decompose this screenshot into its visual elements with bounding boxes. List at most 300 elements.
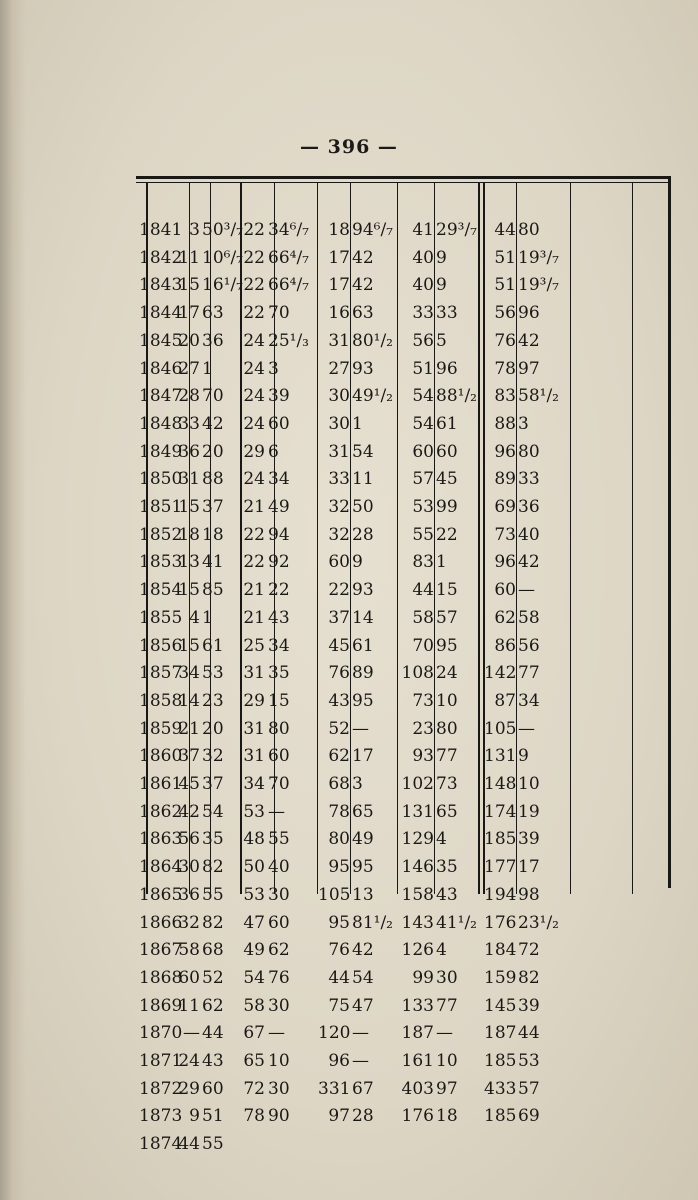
value-cell: 176 <box>484 912 517 933</box>
value-cell: 93 <box>412 746 434 767</box>
value-cell: 80 <box>436 718 458 739</box>
value-cell: 19 <box>518 801 540 822</box>
value-cell: 174 <box>484 801 517 822</box>
year-cell: 1871 <box>139 1051 183 1071</box>
value-cell <box>484 1130 516 1158</box>
value-cell: 45 <box>178 774 200 794</box>
value-cell: 22 <box>243 275 265 296</box>
value-cell: 11 <box>178 247 200 268</box>
value-cell: 49 <box>268 497 290 517</box>
value-cell: 18 <box>202 524 224 545</box>
value-cell: 83 <box>412 552 434 573</box>
value-cell: 43 <box>328 690 350 711</box>
year-cell: 1872 <box>139 1078 183 1099</box>
value-cell: 56 <box>412 330 434 351</box>
value-cell: 88 <box>202 469 224 490</box>
year-cell: 1864 <box>139 857 183 878</box>
value-cell: 54 <box>202 801 224 822</box>
value-cell: 80¹/₂ <box>352 330 393 351</box>
value-cell: 31 <box>178 469 200 490</box>
value-cell: 22 <box>243 220 265 240</box>
value-cell: 33 <box>518 469 540 490</box>
value-cell: 39 <box>518 995 540 1016</box>
year-cell: 1848 <box>139 413 183 434</box>
value-cell <box>435 1130 481 1158</box>
year-cell: 1844 <box>139 303 183 324</box>
value-cell: 51 <box>412 358 434 379</box>
table-row <box>0 853 698 881</box>
value-cell: 21 <box>243 497 265 517</box>
value-cell: 42 <box>202 413 224 434</box>
value-cell: 55 <box>202 884 224 905</box>
value-cell: 37 <box>202 497 224 517</box>
value-cell: 30 <box>436 967 458 988</box>
value-cell: 34 <box>243 774 265 794</box>
value-cell: 44 <box>518 1023 540 1044</box>
value-cell: 49 <box>243 940 265 961</box>
year-cell: 1856 <box>139 635 183 656</box>
value-cell: 176 <box>401 1106 434 1127</box>
value-cell: 39 <box>268 386 290 407</box>
value-cell: 53 <box>412 497 434 517</box>
value-cell: 19³/₇ <box>518 247 559 268</box>
value-cell: 25 <box>243 635 265 656</box>
value-cell: 49 <box>352 829 374 850</box>
value-cell: 43 <box>268 607 290 628</box>
value-cell: — <box>518 580 535 601</box>
value-cell: 37 <box>328 607 350 628</box>
value-cell: 85 <box>202 580 224 601</box>
value-cell: 40 <box>518 524 540 545</box>
value-cell: 60 <box>436 441 458 462</box>
value-cell: 31 <box>243 746 265 767</box>
value-cell: 22 <box>243 524 265 545</box>
value-cell <box>517 1130 568 1158</box>
value-cell: 21 <box>243 580 265 601</box>
value-cell: 58 <box>178 940 200 961</box>
value-cell: 31 <box>328 330 350 351</box>
value-cell: 93 <box>352 358 374 379</box>
value-cell: 1 <box>436 552 447 573</box>
value-cell: 54 <box>412 386 434 407</box>
value-cell: 80 <box>518 441 540 462</box>
value-cell: 35 <box>202 829 224 850</box>
table-row <box>0 1102 698 1130</box>
value-cell: 27 <box>328 358 350 379</box>
value-cell: 131 <box>484 746 517 767</box>
value-cell: — <box>352 1023 369 1044</box>
value-cell: 142 <box>484 663 517 684</box>
table-row <box>0 216 698 244</box>
value-cell: 20 <box>202 441 224 462</box>
value-cell: 185 <box>484 1051 517 1071</box>
value-cell: 67 <box>243 1023 265 1044</box>
value-cell: 53 <box>243 884 265 905</box>
value-cell <box>240 1130 265 1158</box>
value-cell: 48 <box>243 829 265 850</box>
value-cell: 60 <box>268 746 290 767</box>
value-cell: — <box>352 1051 369 1071</box>
value-cell: 53 <box>243 801 265 822</box>
value-cell: 95 <box>436 635 458 656</box>
value-cell: 69 <box>518 1106 540 1127</box>
year-cell: 1874 <box>139 1134 183 1155</box>
value-cell: 185 <box>484 1106 517 1127</box>
value-cell: 40 <box>412 275 434 296</box>
table-row <box>0 493 698 521</box>
value-cell: 92 <box>268 552 290 573</box>
value-cell: 5 <box>436 330 447 351</box>
value-cell: 33 <box>436 303 458 324</box>
value-cell: 34 <box>518 690 540 711</box>
value-cell: 36 <box>202 330 224 351</box>
value-cell: 55 <box>268 829 290 850</box>
year-cell: 1861 <box>139 774 183 794</box>
value-cell: 47 <box>352 995 374 1016</box>
year-cell: 1865 <box>139 884 183 905</box>
value-cell: 23 <box>412 718 434 739</box>
value-cell: — <box>518 718 535 739</box>
value-cell: 34 <box>178 663 200 684</box>
year-cell: 1859 <box>139 718 183 739</box>
value-cell: 1 <box>202 607 213 628</box>
table-row <box>0 410 698 438</box>
value-cell: 33 <box>178 413 200 434</box>
value-cell: 4 <box>436 940 447 961</box>
value-cell <box>351 1130 398 1158</box>
value-cell: 49¹/₂ <box>352 386 393 407</box>
value-cell: 25¹/₃ <box>268 330 309 351</box>
value-cell: 62 <box>202 995 224 1016</box>
value-cell: 22 <box>436 524 458 545</box>
value-cell: 96 <box>328 1051 350 1071</box>
table-row <box>0 271 698 299</box>
year-cell: 1849 <box>139 441 183 462</box>
page-number: — 396 — <box>300 136 398 158</box>
value-cell: 58¹/₂ <box>518 386 559 407</box>
value-cell <box>267 1130 318 1158</box>
value-cell: 70 <box>268 303 290 324</box>
value-cell: 61 <box>202 635 224 656</box>
table-row <box>0 964 698 992</box>
value-cell: 17 <box>518 857 540 878</box>
year-cell: 1850 <box>139 469 183 490</box>
value-cell: 62 <box>328 746 350 767</box>
value-cell: 11 <box>178 995 200 1016</box>
value-cell: 54 <box>352 441 374 462</box>
value-cell: 58 <box>243 995 265 1016</box>
value-cell: 76 <box>328 663 350 684</box>
year-cell: 1851 <box>139 497 183 517</box>
year-cell: 1852 <box>139 524 183 545</box>
value-cell: 98 <box>518 884 540 905</box>
value-cell: 3 <box>352 774 363 794</box>
year-cell: 1860 <box>139 746 183 767</box>
table-row <box>0 770 698 798</box>
value-cell: 96 <box>494 552 516 573</box>
value-cell: 70 <box>412 635 434 656</box>
value-cell: 77 <box>436 746 458 767</box>
value-cell: 43 <box>202 1051 224 1071</box>
value-cell: 76 <box>328 940 350 961</box>
value-cell: — <box>183 1023 200 1044</box>
year-cell: 1854 <box>139 580 183 601</box>
table-row <box>0 881 698 909</box>
value-cell: 80 <box>518 220 540 240</box>
value-cell: 94 <box>268 524 290 545</box>
value-cell: 10 <box>268 1051 290 1071</box>
table-row <box>0 576 698 604</box>
value-cell: 143 <box>401 912 434 933</box>
table-row <box>0 1130 698 1158</box>
value-cell: 24 <box>243 413 265 434</box>
value-cell: 120 <box>318 1023 351 1044</box>
value-cell: 82 <box>202 912 224 933</box>
table-row <box>0 548 698 576</box>
table-row <box>0 604 698 632</box>
value-cell: 184 <box>484 940 517 961</box>
value-cell: 403 <box>401 1078 434 1099</box>
value-cell: 56 <box>494 303 516 324</box>
value-cell: 11 <box>352 469 374 490</box>
table-row <box>0 909 698 937</box>
value-cell: — <box>268 1023 285 1044</box>
value-cell: 22 <box>243 552 265 573</box>
value-cell: 47 <box>243 912 265 933</box>
value-cell: 126 <box>401 940 434 961</box>
value-cell: 67 <box>352 1078 374 1099</box>
value-cell: 194 <box>484 884 517 905</box>
value-cell: 94⁶/₇ <box>352 220 393 240</box>
value-cell: 83 <box>494 386 516 407</box>
value-cell: 78 <box>243 1106 265 1127</box>
value-cell: 24 <box>243 330 265 351</box>
value-cell: 35 <box>436 857 458 878</box>
value-cell: 95 <box>328 857 350 878</box>
value-cell: 41¹/₂ <box>436 912 477 933</box>
value-cell: 433 <box>484 1078 517 1099</box>
year-cell: 1855 <box>139 607 183 628</box>
value-cell: 44 <box>328 967 350 988</box>
table-row <box>0 687 698 715</box>
value-cell: 22 <box>243 247 265 268</box>
table-row <box>0 742 698 770</box>
value-cell: 148 <box>484 774 517 794</box>
value-cell: 63 <box>352 303 374 324</box>
value-cell: 57 <box>412 469 434 490</box>
value-cell: 39 <box>518 829 540 850</box>
table-row <box>0 632 698 660</box>
value-cell: 131 <box>401 801 434 822</box>
year-cell: 1841 <box>139 220 183 240</box>
value-cell: 29 <box>243 690 265 711</box>
table-row <box>0 521 698 549</box>
value-cell: 16 <box>328 303 350 324</box>
value-cell: 6 <box>268 441 279 462</box>
value-cell: 66⁴/₇ <box>268 275 309 296</box>
value-cell: 28 <box>178 386 200 407</box>
value-cell: 185 <box>484 829 517 850</box>
value-cell: 21 <box>178 718 200 739</box>
value-cell: 40 <box>268 857 290 878</box>
value-cell: 54 <box>243 967 265 988</box>
value-cell: 62 <box>268 940 290 961</box>
value-cell: 81¹/₂ <box>352 912 393 933</box>
value-cell: 82 <box>202 857 224 878</box>
value-cell: 42 <box>352 275 374 296</box>
value-cell: 35 <box>268 663 290 684</box>
value-cell: 145 <box>484 995 517 1016</box>
value-cell: 1 <box>202 358 213 379</box>
value-cell: 28 <box>352 1106 374 1127</box>
year-cell: 1858 <box>139 690 183 711</box>
value-cell: 13 <box>352 884 374 905</box>
value-cell <box>398 1130 434 1158</box>
value-cell: 65 <box>436 801 458 822</box>
value-cell: 24 <box>243 358 265 379</box>
value-cell: 129 <box>401 829 434 850</box>
value-cell: 4 <box>189 607 200 628</box>
value-cell: 57 <box>518 1078 540 1099</box>
value-cell: 56 <box>178 829 200 850</box>
value-cell: 108 <box>401 663 434 684</box>
value-cell: 21 <box>243 607 265 628</box>
value-cell: 42 <box>518 552 540 573</box>
value-cell: 22 <box>328 580 350 601</box>
value-cell: 9 <box>436 247 447 268</box>
value-cell: 60 <box>268 912 290 933</box>
value-cell: 22 <box>243 303 265 324</box>
table-row <box>0 798 698 826</box>
value-cell: 72 <box>518 940 540 961</box>
value-cell: 30 <box>268 884 290 905</box>
table-row <box>0 438 698 466</box>
value-cell: 89 <box>352 663 374 684</box>
year-cell: 1863 <box>139 829 183 850</box>
table-row <box>0 382 698 410</box>
table-top-rule <box>136 176 668 179</box>
value-cell: 14 <box>352 607 374 628</box>
value-cell: 89 <box>494 469 516 490</box>
value-cell: 65 <box>243 1051 265 1071</box>
value-cell: 9 <box>352 552 363 573</box>
value-cell: 88¹/₂ <box>436 386 477 407</box>
table-row <box>0 355 698 383</box>
table-row <box>0 825 698 853</box>
value-cell <box>318 1130 350 1158</box>
table-top-rule-thin <box>136 182 668 183</box>
value-cell: 28 <box>352 524 374 545</box>
value-cell: 19³/₇ <box>518 275 559 296</box>
value-cell: 15 <box>178 635 200 656</box>
value-cell: 76 <box>494 330 516 351</box>
value-cell: 34 <box>268 635 290 656</box>
value-cell: 54 <box>412 413 434 434</box>
value-cell: 29 <box>178 1078 200 1099</box>
value-cell: 14 <box>178 690 200 711</box>
value-cell: 331 <box>318 1078 351 1099</box>
value-cell: 69 <box>494 497 516 517</box>
value-cell: 44 <box>178 1134 200 1155</box>
value-cell: 3 <box>268 358 279 379</box>
value-cell: 30 <box>268 1078 290 1099</box>
value-cell: 158 <box>401 884 434 905</box>
value-cell: 77 <box>436 995 458 1016</box>
value-cell: 70 <box>202 386 224 407</box>
value-cell: 33 <box>412 303 434 324</box>
value-cell: 10⁶/₇ <box>202 247 243 268</box>
value-cell: 60 <box>412 441 434 462</box>
value-cell: 187 <box>484 1023 517 1044</box>
value-cell: 50 <box>243 857 265 878</box>
value-cell: 29 <box>243 441 265 462</box>
value-cell: 20 <box>178 330 200 351</box>
value-cell: — <box>352 718 369 739</box>
table-row <box>0 936 698 964</box>
value-cell: 61 <box>352 635 374 656</box>
value-cell: 58 <box>412 607 434 628</box>
value-cell: 73 <box>494 524 516 545</box>
table-row <box>0 1047 698 1075</box>
value-cell: 37 <box>178 746 200 767</box>
value-cell: 52 <box>328 718 350 739</box>
value-cell: 57 <box>436 607 458 628</box>
value-cell: 187 <box>401 1023 434 1044</box>
value-cell: 61 <box>436 413 458 434</box>
value-cell: 30 <box>328 413 350 434</box>
value-cell: 55 <box>412 524 434 545</box>
value-cell: 1 <box>352 413 363 434</box>
value-cell: 177 <box>484 857 517 878</box>
year-cell: 1866 <box>139 912 183 933</box>
year-cell: 1853 <box>139 552 183 573</box>
value-cell: 62 <box>494 607 516 628</box>
value-cell: 73 <box>436 774 458 794</box>
value-cell: 161 <box>401 1051 434 1071</box>
value-cell: 72 <box>243 1078 265 1099</box>
value-cell: 58 <box>518 607 540 628</box>
value-cell: 41 <box>202 552 224 573</box>
value-cell: 99 <box>412 967 434 988</box>
value-cell: 97 <box>436 1078 458 1099</box>
value-cell: 15 <box>178 497 200 517</box>
value-cell: 16¹/₇ <box>202 275 243 296</box>
value-cell: 30 <box>268 995 290 1016</box>
value-cell: 53 <box>518 1051 540 1071</box>
value-cell: 17 <box>178 303 200 324</box>
value-cell: 10 <box>436 1051 458 1071</box>
year-cell: 1873 <box>139 1106 183 1127</box>
value-cell: 42 <box>352 247 374 268</box>
value-cell: 80 <box>328 829 350 850</box>
value-cell: 31 <box>243 718 265 739</box>
value-cell: 60 <box>328 552 350 573</box>
value-cell: 31 <box>243 663 265 684</box>
table-row <box>0 299 698 327</box>
table-row <box>0 659 698 687</box>
value-cell: 24 <box>178 1051 200 1071</box>
value-cell: 95 <box>352 690 374 711</box>
value-cell: 63 <box>202 303 224 324</box>
year-cell: 1869 <box>139 995 183 1016</box>
value-cell: 95 <box>328 912 350 933</box>
value-cell: 75 <box>328 995 350 1016</box>
value-cell: 33 <box>328 469 350 490</box>
value-cell: 60 <box>178 967 200 988</box>
value-cell: 23¹/₂ <box>518 912 559 933</box>
value-cell: 34 <box>268 469 290 490</box>
value-cell: 96 <box>494 441 516 462</box>
